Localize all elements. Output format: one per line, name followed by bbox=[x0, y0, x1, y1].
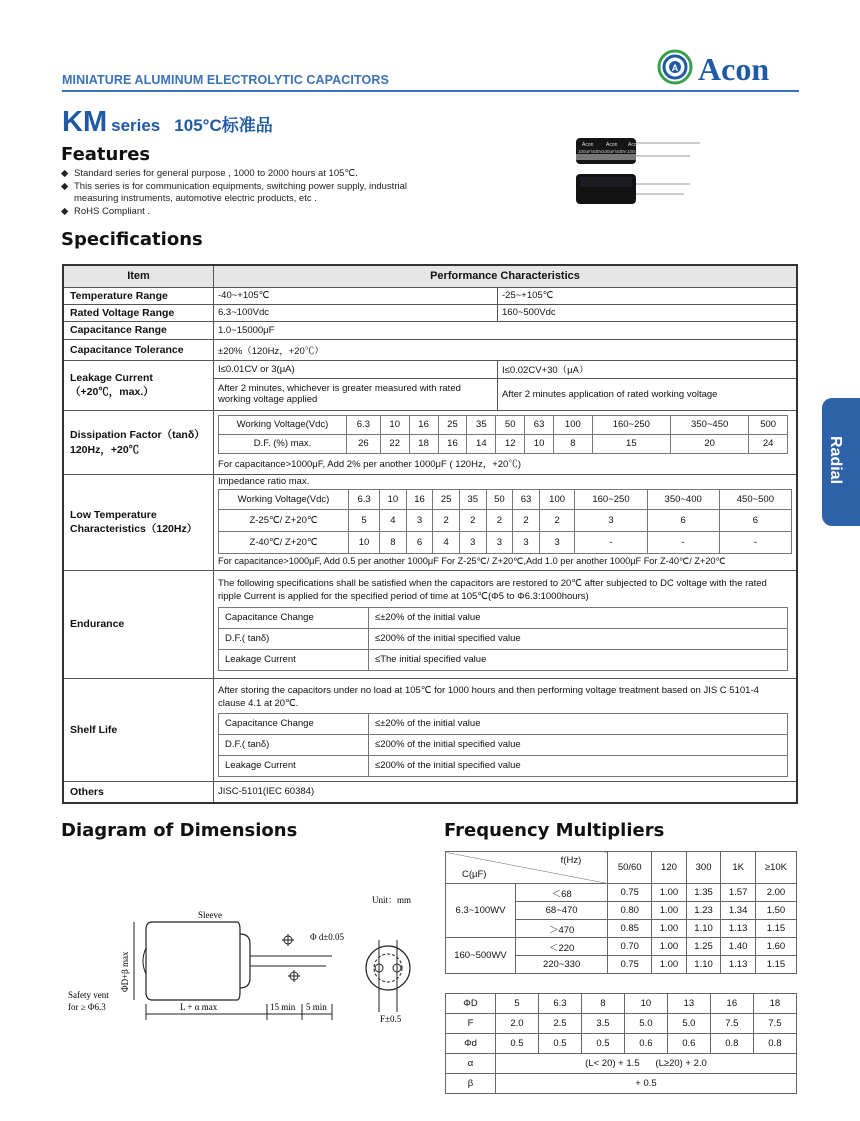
dims-val: 10 bbox=[624, 994, 667, 1014]
dims-head: F bbox=[446, 1014, 496, 1034]
svg-text:Acon: Acon bbox=[628, 142, 640, 148]
df-v: 500 bbox=[749, 415, 788, 434]
df-cell bbox=[214, 410, 798, 474]
min15-label: 15 min bbox=[270, 1002, 296, 1012]
lt-z40: 3 bbox=[459, 531, 486, 553]
lowtemp-z40-head: Z-40℃/ Z+20℃ bbox=[219, 531, 349, 553]
lt-z25: 6 bbox=[719, 509, 791, 531]
df-v: 35 bbox=[467, 415, 496, 434]
dims-val: 0.5 bbox=[496, 1034, 539, 1054]
freq-wv: 160~500WV bbox=[446, 938, 516, 974]
endurance-key: Capacitance Change bbox=[219, 607, 369, 628]
unit-label: Unit：mm bbox=[372, 895, 412, 905]
brand-name: Acon bbox=[698, 51, 770, 87]
lt-z25: 2 bbox=[513, 509, 540, 531]
vent-label-1: Safety vent bbox=[68, 990, 109, 1000]
spec-row-tolerance bbox=[63, 339, 797, 360]
dims-val: 0.5 bbox=[581, 1034, 624, 1054]
freq-col: 1K bbox=[721, 852, 756, 884]
acon-logo-icon bbox=[656, 48, 694, 86]
spec-row-voltage bbox=[63, 304, 797, 321]
dims-head: Φd bbox=[446, 1034, 496, 1054]
others-value: JISC-5101(IEC 60384) bbox=[214, 781, 798, 803]
spec-row-lowtemp bbox=[63, 474, 797, 570]
lt-z25: 4 bbox=[380, 509, 407, 531]
leakage-a2: After 2 minutes, whichever is greater measured with rated working voltage applied bbox=[214, 378, 498, 410]
series-word: series bbox=[111, 116, 161, 135]
diagram-title: Diagram of Dimensions bbox=[61, 820, 298, 841]
df-val: 15 bbox=[592, 434, 670, 453]
dims-row bbox=[446, 994, 797, 1014]
df-val: 18 bbox=[409, 434, 438, 453]
freq-val: 0.85 bbox=[608, 920, 652, 938]
freq-cap: ＞470 bbox=[516, 920, 608, 938]
dims-alpha-val: (L< 20) + 1.5 (L≥20) + 2.0 bbox=[496, 1054, 797, 1074]
header-rule bbox=[62, 90, 799, 92]
lt-z40: 6 bbox=[406, 531, 433, 553]
leakage-b1: I≤0.02CV+30（μA） bbox=[498, 360, 798, 378]
lowtemp-intro: Impedance ratio max. bbox=[218, 475, 310, 487]
lt-z40: 4 bbox=[433, 531, 460, 553]
shelf-val: ≤200% of the initial specified value bbox=[369, 755, 788, 776]
dims-head: ΦD bbox=[446, 994, 496, 1014]
spec-row-shelf bbox=[63, 678, 797, 781]
lt-v: 25 bbox=[433, 489, 460, 509]
temp-label: Temperature Range bbox=[63, 287, 214, 304]
freq-cap: ＜68 bbox=[516, 884, 608, 902]
dims-val: 6.3 bbox=[538, 994, 581, 1014]
lt-v: 35 bbox=[459, 489, 486, 509]
df-v: 25 bbox=[438, 415, 467, 434]
length-label: L + α max bbox=[180, 1002, 218, 1012]
df-val: 26 bbox=[347, 434, 381, 453]
dims-alpha-row bbox=[446, 1054, 797, 1074]
df-v: 100 bbox=[554, 415, 593, 434]
freq-val: 2.00 bbox=[755, 884, 796, 902]
df-val: 10 bbox=[525, 434, 554, 453]
lt-z40: 3 bbox=[513, 531, 540, 553]
endurance-key: Leakage Current bbox=[219, 649, 369, 670]
freq-col: ≥10K bbox=[755, 852, 796, 884]
freq-val: 1.35 bbox=[686, 884, 721, 902]
specifications-table bbox=[62, 264, 798, 804]
vent-label-2: for ≥ Φ6.3 bbox=[68, 1002, 106, 1012]
tolerance-label: Capacitance Tolerance bbox=[63, 339, 214, 360]
shelf-text: After storing the capacitors under no load at 105℃ for 1000 hours and then performing voltage treatment based on JIS C 5101-4 clause 4.1 at 20℃. bbox=[218, 684, 759, 709]
dims-val: 8 bbox=[581, 994, 624, 1014]
spec-row-others bbox=[63, 781, 797, 803]
capacitance-value: 1.0~15000μF bbox=[214, 321, 798, 339]
lt-z40: - bbox=[719, 531, 791, 553]
spec-row-endurance bbox=[63, 570, 797, 678]
dims-val: 13 bbox=[667, 994, 710, 1014]
freq-col: 300 bbox=[686, 852, 721, 884]
lt-v: 450~500 bbox=[719, 489, 791, 509]
lt-v: 10 bbox=[380, 489, 407, 509]
lt-z25: 2 bbox=[486, 509, 513, 531]
radial-tab-label: Radial bbox=[827, 436, 844, 485]
lowtemp-z40-row bbox=[219, 531, 792, 553]
df-note: For capacitance>1000μF, Add 2% per another 1000μF ( 120Hz，+20℃) bbox=[218, 458, 521, 470]
dims-val: 18 bbox=[753, 994, 796, 1014]
series-subtitle: 105°C标准品 bbox=[174, 116, 273, 135]
voltage-b: 160~500Vdc bbox=[498, 304, 798, 321]
frequency-title: Frequency Multipliers bbox=[444, 820, 665, 841]
shelf-val: ≤±20% of the initial value bbox=[369, 713, 788, 734]
spec-row-temperature bbox=[63, 287, 797, 304]
dims-row bbox=[446, 1034, 797, 1054]
dims-val: 5 bbox=[496, 994, 539, 1014]
lt-v: 100 bbox=[539, 489, 575, 509]
df-v: 160~250 bbox=[592, 415, 670, 434]
freq-col: 120 bbox=[652, 852, 687, 884]
svg-text:Acon: Acon bbox=[582, 142, 594, 148]
lt-z25: 2 bbox=[539, 509, 575, 531]
freq-col: 50/60 bbox=[608, 852, 652, 884]
freq-val: 1.00 bbox=[652, 956, 687, 974]
freq-cap: 220~330 bbox=[516, 956, 608, 974]
others-label: Others bbox=[63, 781, 214, 803]
svg-text:100uF/400V: 100uF/400V bbox=[602, 149, 627, 154]
lt-v: 160~250 bbox=[575, 489, 647, 509]
leakage-label: Leakage Current （+20℃，max.） bbox=[63, 360, 214, 410]
df-v: 16 bbox=[409, 415, 438, 434]
dims-val: 7.5 bbox=[710, 1014, 753, 1034]
freq-val: 1.00 bbox=[652, 884, 687, 902]
temp-a: -40~+105℃ bbox=[214, 287, 498, 304]
lowtemp-z25-head: Z-25℃/ Z+20℃ bbox=[219, 509, 349, 531]
svg-text:A: A bbox=[671, 63, 679, 73]
endurance-cell bbox=[214, 570, 798, 678]
lt-z25: 3 bbox=[406, 509, 433, 531]
dims-beta-val: + 0.5 bbox=[496, 1074, 797, 1094]
df-label: Dissipation Factor（tanδ） 120Hz，+20℃ bbox=[63, 410, 214, 474]
df-val: 12 bbox=[496, 434, 525, 453]
lt-z40: 8 bbox=[380, 531, 407, 553]
lowtemp-cell bbox=[214, 474, 798, 570]
dims-beta-row bbox=[446, 1074, 797, 1094]
dimensions-table bbox=[445, 993, 797, 1094]
lt-z40: 10 bbox=[349, 531, 380, 553]
leakage-b2: After 2 minutes application of rated working voltage bbox=[498, 378, 798, 410]
lowtemp-table bbox=[218, 489, 792, 554]
lt-v: 16 bbox=[406, 489, 433, 509]
lt-z40: - bbox=[647, 531, 719, 553]
dims-head: β bbox=[446, 1074, 496, 1094]
freq-header-row bbox=[446, 852, 797, 884]
df-val: 14 bbox=[467, 434, 496, 453]
od-label: ΦD+β max bbox=[120, 951, 130, 992]
lt-z25: 2 bbox=[459, 509, 486, 531]
freq-val: 1.13 bbox=[721, 920, 756, 938]
shelf-label: Shelf Life bbox=[63, 678, 214, 781]
feature-item: ◆ This series is for communication equipments, switching power supply, industrial measuring instruments, automotive electric products, etc . bbox=[61, 180, 407, 204]
category-header: MINIATURE ALUMINUM ELECTROLYTIC CAPACITORS bbox=[62, 73, 389, 87]
endurance-val: ≤200% of the initial specified value bbox=[369, 628, 788, 649]
dims-head: α bbox=[446, 1054, 496, 1074]
freq-val: 1.00 bbox=[652, 920, 687, 938]
dims-val: 0.8 bbox=[753, 1034, 796, 1054]
shelf-table bbox=[218, 713, 788, 777]
freq-val: 1.40 bbox=[721, 938, 756, 956]
freq-corner: f(Hz) C(μF) bbox=[446, 852, 608, 884]
specifications-title: Specifications bbox=[61, 229, 203, 250]
lowtemp-voltage-row bbox=[219, 489, 792, 509]
lt-v: 50 bbox=[486, 489, 513, 509]
lt-z40: 3 bbox=[486, 531, 513, 553]
freq-val: 0.75 bbox=[608, 884, 652, 902]
freq-val: 1.10 bbox=[686, 956, 721, 974]
shelf-key: Leakage Current bbox=[219, 755, 369, 776]
df-v: 350~450 bbox=[670, 415, 748, 434]
frequency-table bbox=[445, 851, 797, 974]
freq-wv: 6.3~100WV bbox=[446, 884, 516, 938]
series-title bbox=[62, 106, 273, 139]
lt-v: 63 bbox=[513, 489, 540, 509]
svg-text:100u: 100u bbox=[627, 149, 638, 154]
feature-item: ◆ RoHS Compliant . bbox=[61, 205, 151, 217]
df-val: 8 bbox=[554, 434, 593, 453]
df-value-row bbox=[219, 434, 788, 453]
lt-z25: 5 bbox=[349, 509, 380, 531]
df-v: 10 bbox=[380, 415, 409, 434]
dims-val: 0.5 bbox=[538, 1034, 581, 1054]
df-v: 63 bbox=[525, 415, 554, 434]
capacitance-label: Capacitance Range bbox=[63, 321, 214, 339]
endurance-label: Endurance bbox=[63, 570, 214, 678]
dimension-diagram bbox=[62, 880, 432, 1030]
freq-val: 0.70 bbox=[608, 938, 652, 956]
dims-val: 7.5 bbox=[753, 1014, 796, 1034]
lowtemp-label: Low Temperature Characteristics（120Hz） bbox=[63, 474, 214, 570]
spec-header-row bbox=[63, 265, 797, 287]
freq-val: 1.15 bbox=[755, 956, 796, 974]
temp-b: -25~+105℃ bbox=[498, 287, 798, 304]
lt-z25: 2 bbox=[433, 509, 460, 531]
dims-val: 2.0 bbox=[496, 1014, 539, 1034]
series-name: KM bbox=[62, 106, 108, 138]
spec-row-capacitance bbox=[63, 321, 797, 339]
df-voltage-head: Working Voltage(Vdc) bbox=[219, 415, 347, 434]
dims-val: 5.0 bbox=[667, 1014, 710, 1034]
freq-val: 1.15 bbox=[755, 920, 796, 938]
df-v: 6.3 bbox=[347, 415, 381, 434]
voltage-a: 6.3~100Vdc bbox=[214, 304, 498, 321]
leakage-a1: I≤0.01CV or 3(μA) bbox=[214, 360, 498, 378]
df-value-head: D.F. (%) max. bbox=[219, 434, 347, 453]
features-title: Features bbox=[61, 144, 151, 165]
df-val: 24 bbox=[749, 434, 788, 453]
shelf-val: ≤200% of the initial specified value bbox=[369, 734, 788, 755]
freq-cap: ＜220 bbox=[516, 938, 608, 956]
lt-z25: 3 bbox=[575, 509, 647, 531]
col-perf-header: Performance Characteristics bbox=[214, 265, 798, 287]
df-val: 16 bbox=[438, 434, 467, 453]
freq-val: 1.34 bbox=[721, 902, 756, 920]
dims-row bbox=[446, 1014, 797, 1034]
lowtemp-note: For capacitance>1000μF, Add 0.5 per another 1000μF For Z-25℃/ Z+20℃,Add 1.0 per another 1000μF For Z-40℃/ Z+20℃ bbox=[218, 555, 726, 566]
lt-z25: 6 bbox=[647, 509, 719, 531]
freq-val: 1.10 bbox=[686, 920, 721, 938]
freq-cap: 68~470 bbox=[516, 902, 608, 920]
dims-val: 3.5 bbox=[581, 1014, 624, 1034]
voltage-label: Rated Voltage Range bbox=[63, 304, 214, 321]
freq-val: 1.00 bbox=[652, 902, 687, 920]
freq-row bbox=[446, 884, 797, 902]
freq-val: 1.50 bbox=[755, 902, 796, 920]
freq-val: 1.57 bbox=[721, 884, 756, 902]
df-voltage-row bbox=[219, 415, 788, 434]
df-val: 22 bbox=[380, 434, 409, 453]
endurance-text: The following specifications shall be satisfied when the capacitors are restored to 20℃ after subjected to DC voltage with the rated ripple Current is applied for the specified period of time at 105℃(Φ5 to Φ6.3:1000hours) bbox=[218, 577, 767, 602]
lt-v: 6.3 bbox=[349, 489, 380, 509]
df-v: 50 bbox=[496, 415, 525, 434]
capacitor-product-image bbox=[572, 134, 704, 210]
spec-row-leakage-1 bbox=[63, 360, 797, 378]
freq-val: 1.13 bbox=[721, 956, 756, 974]
dims-val: 5.0 bbox=[624, 1014, 667, 1034]
spec-row-dissipation bbox=[63, 410, 797, 474]
capacitor-body-outline bbox=[146, 922, 240, 1000]
freq-val: 1.60 bbox=[755, 938, 796, 956]
df-val: 20 bbox=[670, 434, 748, 453]
freq-val: 0.80 bbox=[608, 902, 652, 920]
endurance-val: ≤±20% of the initial value bbox=[369, 607, 788, 628]
lowtemp-z25-row bbox=[219, 509, 792, 531]
shelf-cell bbox=[214, 678, 798, 781]
dims-val: 0.8 bbox=[710, 1034, 753, 1054]
lt-z40: 3 bbox=[539, 531, 575, 553]
dims-val: 2.5 bbox=[538, 1014, 581, 1034]
shelf-key: Capacitance Change bbox=[219, 713, 369, 734]
dims-val: 0.6 bbox=[624, 1034, 667, 1054]
features-list bbox=[61, 168, 441, 218]
svg-text:Acon: Acon bbox=[606, 142, 618, 148]
df-table bbox=[218, 415, 788, 454]
sleeve-label: Sleeve bbox=[198, 910, 222, 920]
tolerance-value: ±20%（120Hz，+20℃） bbox=[214, 339, 798, 360]
lt-v: 350~400 bbox=[647, 489, 719, 509]
pitch-label: F±0.5 bbox=[380, 1014, 402, 1024]
freq-val: 1.25 bbox=[686, 938, 721, 956]
endurance-key: D.F.( tanδ) bbox=[219, 628, 369, 649]
endurance-val: ≤The initial specified value bbox=[369, 649, 788, 670]
min5-label: 5 min bbox=[306, 1002, 327, 1012]
shelf-key: D.F.( tanδ) bbox=[219, 734, 369, 755]
end-view-circle bbox=[366, 946, 410, 990]
lt-z40: - bbox=[575, 531, 647, 553]
feature-item: ◆ Standard series for general purpose , 1000 to 2000 hours at 105℃. bbox=[61, 168, 358, 179]
svg-text:100uF/400V: 100uF/400V bbox=[578, 149, 603, 154]
endurance-table bbox=[218, 607, 788, 671]
freq-val: 0.75 bbox=[608, 956, 652, 974]
dims-val: 16 bbox=[710, 994, 753, 1014]
freq-val: 1.23 bbox=[686, 902, 721, 920]
freq-row bbox=[446, 938, 797, 956]
freq-val: 1.00 bbox=[652, 938, 687, 956]
col-item-header: Item bbox=[63, 265, 214, 287]
dims-val: 0.6 bbox=[667, 1034, 710, 1054]
lowtemp-voltage-head: Working Voltage(Vdc) bbox=[219, 489, 349, 509]
lead-dia-label: Φ d±0.05 bbox=[310, 932, 345, 942]
